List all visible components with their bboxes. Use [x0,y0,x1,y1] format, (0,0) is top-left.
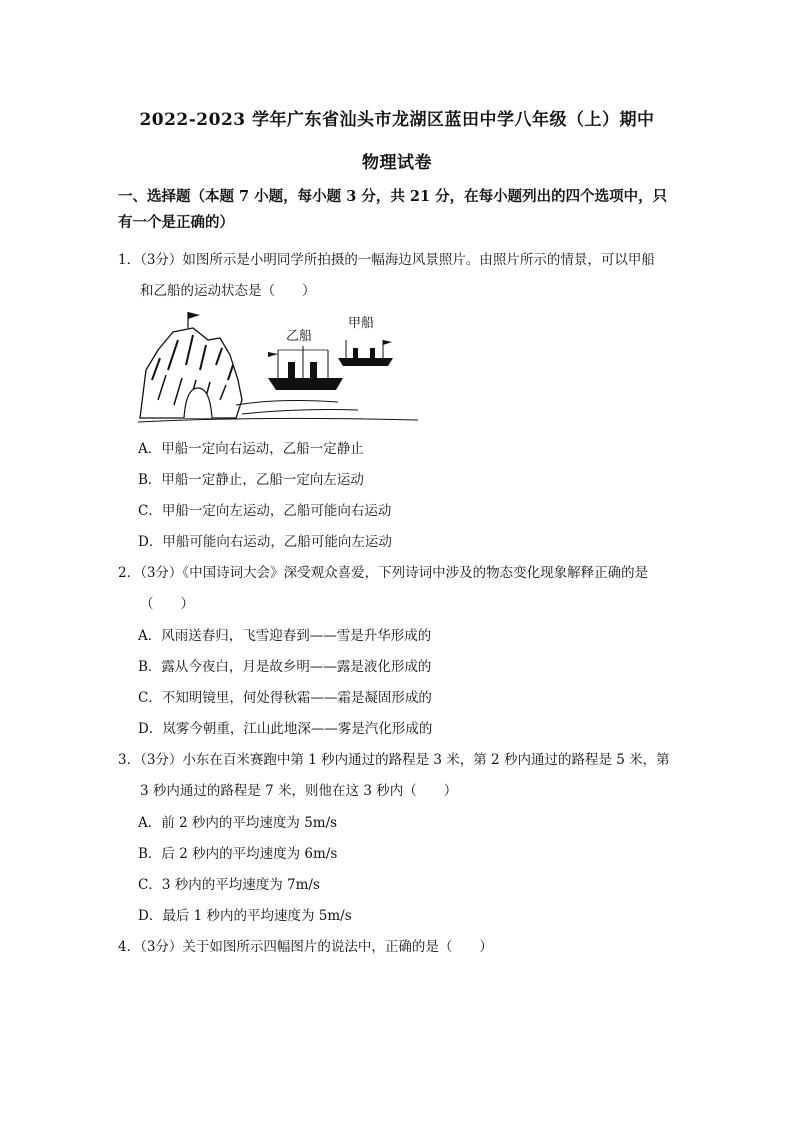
exam-title-line1: 2022-2023 学年广东省汕头市龙湖区蓝田中学八年级（上）期中 [139,110,655,130]
question-2-option-a[interactable]: A．风雨送春归，飞雪迎春到——雪是升华形成的 [138,628,432,644]
question-3-option-a[interactable]: A．前 2 秒内的平均速度为 5m/s [138,815,338,831]
section-heading: 一、选择题（本题 7 小题，每小题 3 分，共 21 分，在每小题列出的四个选项中，只有一个是正确的） [118,188,668,231]
question-2-line2: （ ） [140,596,194,612]
question-2-option-d[interactable]: D．岚雾今朝重，江山此地深——雾是汽化形成的 [138,721,433,737]
question-4-line1: 4．（3分）关于如图所示四幅图片的说法中，正确的是（ ） [118,939,493,955]
seaside-ships-figure [138,310,418,425]
question-1-option-a[interactable]: A．甲船一定向右运动，乙船一定静止 [138,441,364,457]
ship-jia-label: 甲船 [348,316,375,331]
question-3-line1: 3．（3分）小东在百米赛跑中第 1 秒内通过的路程是 3 米，第 2 秒内通过的路程是 5 米，第 [118,752,670,768]
question-1-line2: 和乙船的运动状态是（ ） [140,283,316,299]
question-2-option-b[interactable]: B．露从今夜白，月是故乡明——露是液化形成的 [138,659,432,675]
question-1-option-d[interactable]: D．甲船可能向右运动，乙船可能向左运动 [138,534,392,550]
question-3-option-b[interactable]: B．后 2 秒内的平均速度为 6m/s [138,846,338,862]
question-1-option-c[interactable]: C．甲船一定向左运动，乙船可能向右运动 [138,503,392,519]
question-2-option-c[interactable]: C．不知明镜里，何处得秋霜——霜是凝固形成的 [138,690,432,706]
question-1-option-b[interactable]: B．甲船一定静止，乙船一定向左运动 [138,472,364,488]
question-3-option-c[interactable]: C．3 秒内的平均速度为 7m/s [138,877,320,893]
question-1-line1: 1．（3分）如图所示是小明同学所拍摄的一幅海边风景照片。由照片所示的情景，可以甲船 [118,252,655,268]
exam-title-line2: 物理试卷 [362,153,432,173]
question-3-option-d[interactable]: D．最后 1 秒内的平均速度为 5m/s [138,908,352,924]
ship-yi-label: 乙船 [286,329,313,344]
question-2-line1: 2．（3分）《中国诗词大会》深受观众喜爱，下列诗词中涉及的物态变化现象解释正确的是 [118,565,649,581]
question-3-line2: 3 秒内通过的路程是 7 米，则他在这 3 秒内（ ） [140,783,458,799]
